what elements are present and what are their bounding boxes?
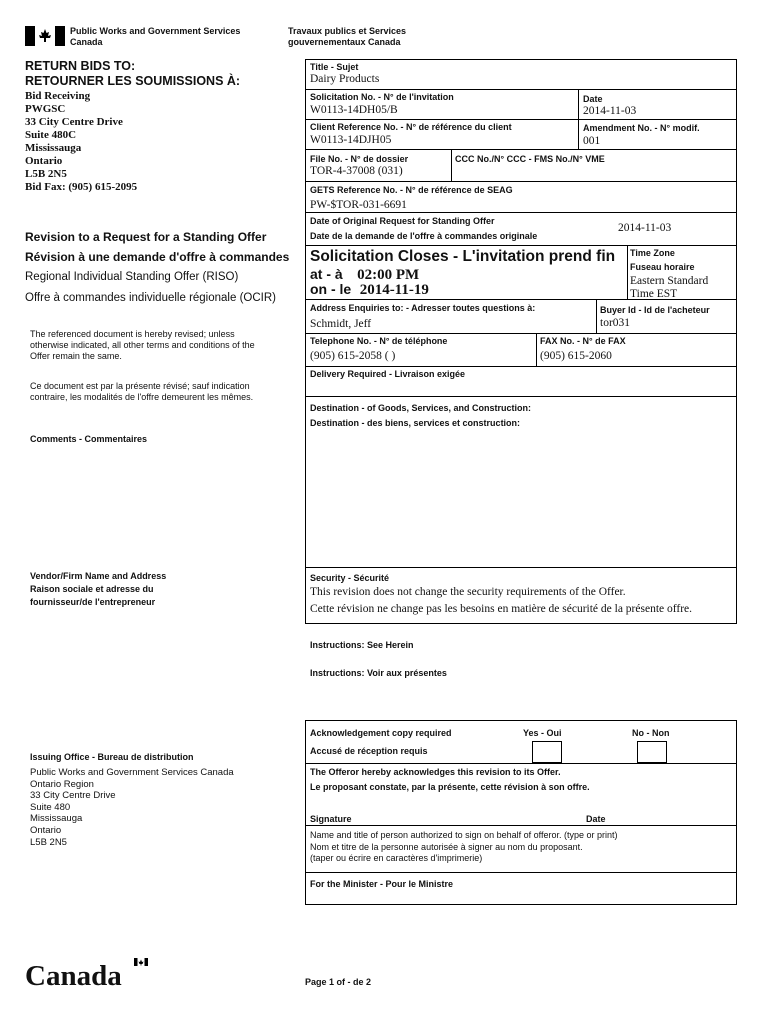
revision-title-en: Revision to a Request for a Standing Offer [25,230,267,244]
address-line: 33 City Centre Drive [25,116,123,128]
closing-date: on - le 2014-11-19 [310,281,429,298]
government-flag-icon [25,26,65,46]
dept-name-en-2: Canada [70,37,103,47]
instructions-fr: Instructions: Voir aux présentes [310,668,447,678]
closing-time: at - à 02:00 PM [310,266,420,283]
no-label: No - Non [632,728,670,738]
client-ref-value: W0113-14DJH05 [310,134,392,146]
security-label: Security - Sécurité [310,573,390,583]
bid-fax: Bid Fax: (905) 615-2095 [25,181,138,193]
client-ref-label: Client Reference No. - N° de référence du client [310,122,512,132]
gets-value: PW-$TOR-031-6691 [310,199,407,211]
revision-note-fr: Ce document est par la présente révisé; sauf indication contraire, les modalités de l'offre demeurent les mêmes. [30,381,254,402]
offeror-ack-fr: Le proposant constate, par la présente, cette révision à son offre. [310,782,590,792]
yes-checkbox[interactable] [532,741,562,763]
riso-label: Regional Individual Standing Offer (RISO) [25,271,239,283]
issuing-office-address: Public Works and Government Services Canada Ontario Region 33 City Centre Drive Suite 480 Mississauga Ontario L5B 2N5 [30,767,234,848]
issuing-office-label: Issuing Office - Bureau de distribution [30,752,194,762]
file-no-label: File No. - N° de dossier [310,154,409,164]
ack-required-label-fr: Accusé de réception requis [310,746,428,756]
signature-label: Signature [310,814,352,824]
ccc-label: CCC No./N° CCC - FMS No./N° VME [455,154,605,164]
file-no-value: TOR-4-37008 (031) [310,165,403,177]
return-bids-title-en: RETURN BIDS TO: [25,59,136,73]
fax-value: (905) 615-2060 [540,350,612,362]
solicitation-value: W0113-14DH05/B [310,104,398,116]
return-bids-title-fr: RETOURNER LES SOUMISSIONS À: [25,74,241,88]
solicitation-closes-heading: Solicitation Closes - L'invitation prend fin [310,248,616,265]
gets-label: GETS Reference No. - N° de référence de SEAG [310,185,513,195]
address-line: Mississauga [25,142,82,154]
security-text-en: This revision does not change the security requirements of the Offer. [310,586,626,598]
address-line: L5B 2N5 [25,168,67,180]
security-text-fr: Cette révision ne change pas les besoins en matière de sécurité de la présente offre. [310,603,693,615]
dept-name-en: Public Works and Government Services [70,26,241,36]
time-zone-label-en: Time Zone [630,248,675,258]
ack-required-label-en: Acknowledgement copy required [310,728,452,738]
ocir-label: Offre à commandes individuelle régionale (OCIR) [25,292,276,304]
dept-name-fr: Travaux publics et Services [288,26,407,36]
yes-label: Yes - Oui [523,728,562,738]
wordmark-flag-icon [134,958,148,966]
time-zone-value: Eastern Standard [630,275,709,287]
minister-label: For the Minister - Pour le Ministre [310,879,454,889]
address-enquiries-label: Address Enquiries to: - Adresser toutes questions à: [310,303,536,313]
time-zone-label-fr: Fuseau horaire [630,262,695,272]
destination-label-fr: Destination - des biens, services et construction: [310,418,521,428]
orig-request-label-fr: Date de la demande de l'offre à commandes originale [310,231,538,241]
address-line: Ontario [25,155,63,167]
address-enquiries-value: Schmidt, Jeff [310,318,372,330]
address-line: PWGSC [25,103,66,115]
solicitation-label: Solicitation No. - N° de l'invitation [310,92,454,102]
signature-date-label: Date [586,814,606,824]
date-label: Date [583,94,603,104]
address-line: Suite 480C [25,129,77,141]
bid-receiving-address [25,90,137,194]
fax-label: FAX No. - N° de FAX [540,336,626,346]
buyer-id-value: tor031 [600,317,631,329]
destination-label-en: Destination - of Goods, Services, and Construction: [310,403,532,413]
telephone-value: (905) 615-2058 ( ) [310,350,396,362]
instructions-en: Instructions: See Herein [310,640,414,650]
revision-note-en: The referenced document is hereby revised; unless otherwise indicated, all other terms and conditions of the Offer remain the same. [30,329,255,361]
dept-name-fr-2: gouvernementaux Canada [288,37,401,47]
canada-wordmark: Canada [25,958,135,994]
page-number: Page 1 of - de 2 [305,977,372,987]
buyer-id-label: Buyer Id - Id de l'acheteur [600,305,710,315]
delivery-required-label: Delivery Required - Livraison exigée [310,369,466,379]
title-value: Dairy Products [310,73,380,85]
time-zone-value-2: Time EST [630,288,678,299]
telephone-label: Telephone No. - N° de téléphone [310,336,448,346]
amendment-label: Amendment No. - N° modif. [583,123,700,133]
vendor-label: Vendor/Firm Name and Address Raison sociale et adresse du fournisseur/de l'entrepreneur [30,571,167,607]
amendment-value: 001 [583,135,601,147]
orig-request-label-en: Date of Original Request for Standing Offer [310,216,495,226]
no-checkbox[interactable] [637,741,667,763]
address-line: Bid Receiving [25,90,91,102]
authorized-name-instructions: Name and title of person authorized to sign on behalf of offeror. (type or print) Nom et titre de la personne autorisée à signer au nom du proposant. (taper ou écrire en caractères d'imprimerie) [310,830,618,863]
date-value: 2014-11-03 [583,105,637,117]
title-label: Title - Sujet [310,62,359,72]
offeror-ack-en: The Offeror hereby acknowledges this revision to its Offer. [310,767,561,777]
orig-request-value: 2014-11-03 [618,222,672,234]
comments-label: Comments - Commentaires [30,434,148,444]
revision-title-fr: Révision à une demande d'offre à commandes [25,250,290,264]
